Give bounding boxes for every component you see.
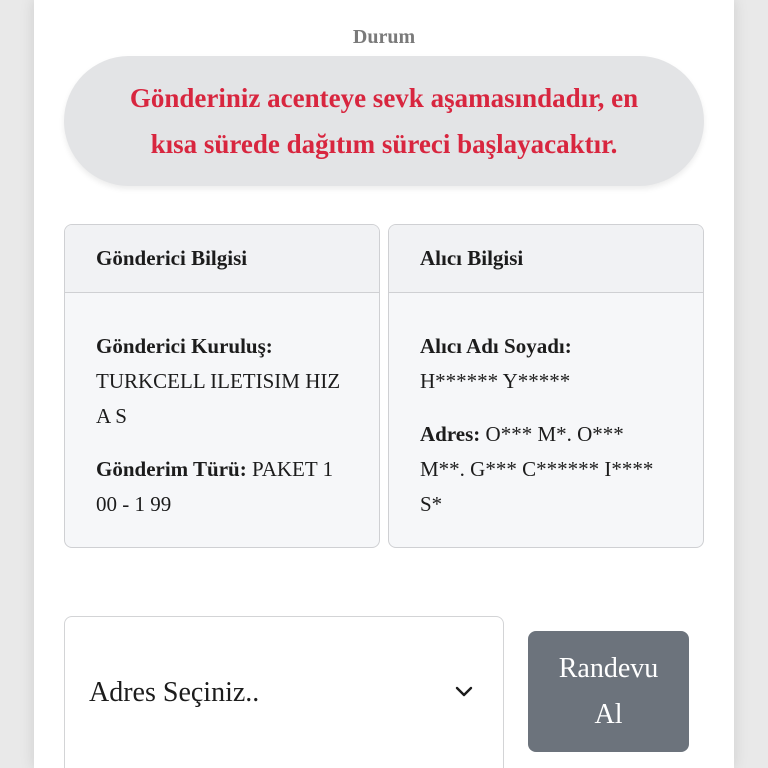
- shipment-type-label: Gönderim Türü:: [96, 457, 247, 481]
- shipment-type-value: PAKET 1 00 - 1 99: [96, 457, 334, 516]
- receiver-card-body: [389, 293, 703, 522]
- tracking-page: [34, 0, 734, 768]
- sender-org-field: [96, 329, 348, 434]
- status-message: Gönderiniz acenteye sevk aşamasındadır, en kısa sürede dağıtım süreci başlayacaktır.: [129, 83, 639, 159]
- receiver-name-field: [420, 329, 672, 399]
- receiver-address-value: O*** M*. O*** M**. G*** C****** I**** S*: [420, 422, 654, 516]
- receiver-name-label: Alıcı Adı Soyadı:: [420, 334, 572, 358]
- address-select[interactable]: [64, 616, 504, 768]
- appointment-button-label: Randevu Al: [558, 652, 659, 730]
- status-bubble: [64, 56, 704, 186]
- status-label: Durum: [352, 26, 416, 48]
- sender-org-label: Gönderici Kuruluş:: [96, 334, 273, 358]
- receiver-info-card: [388, 224, 704, 548]
- address-select-value: Adres Seçiniz..: [89, 676, 260, 708]
- appointment-button[interactable]: [528, 631, 689, 752]
- receiver-address-field: [420, 417, 672, 522]
- receiver-name-value: H****** Y*****: [420, 369, 571, 393]
- receiver-address-label: Adres:: [420, 422, 481, 446]
- sender-org-value: TURKCELL ILETISIM HIZ A S: [96, 369, 341, 428]
- sender-card-body: [65, 293, 379, 522]
- receiver-card-header: Alıcı Bilgisi: [389, 225, 703, 293]
- sender-info-card: [64, 224, 380, 548]
- sender-card-header: Gönderici Bilgisi: [65, 225, 379, 293]
- chevron-down-icon: [455, 683, 473, 701]
- shipment-type-field: [96, 452, 348, 522]
